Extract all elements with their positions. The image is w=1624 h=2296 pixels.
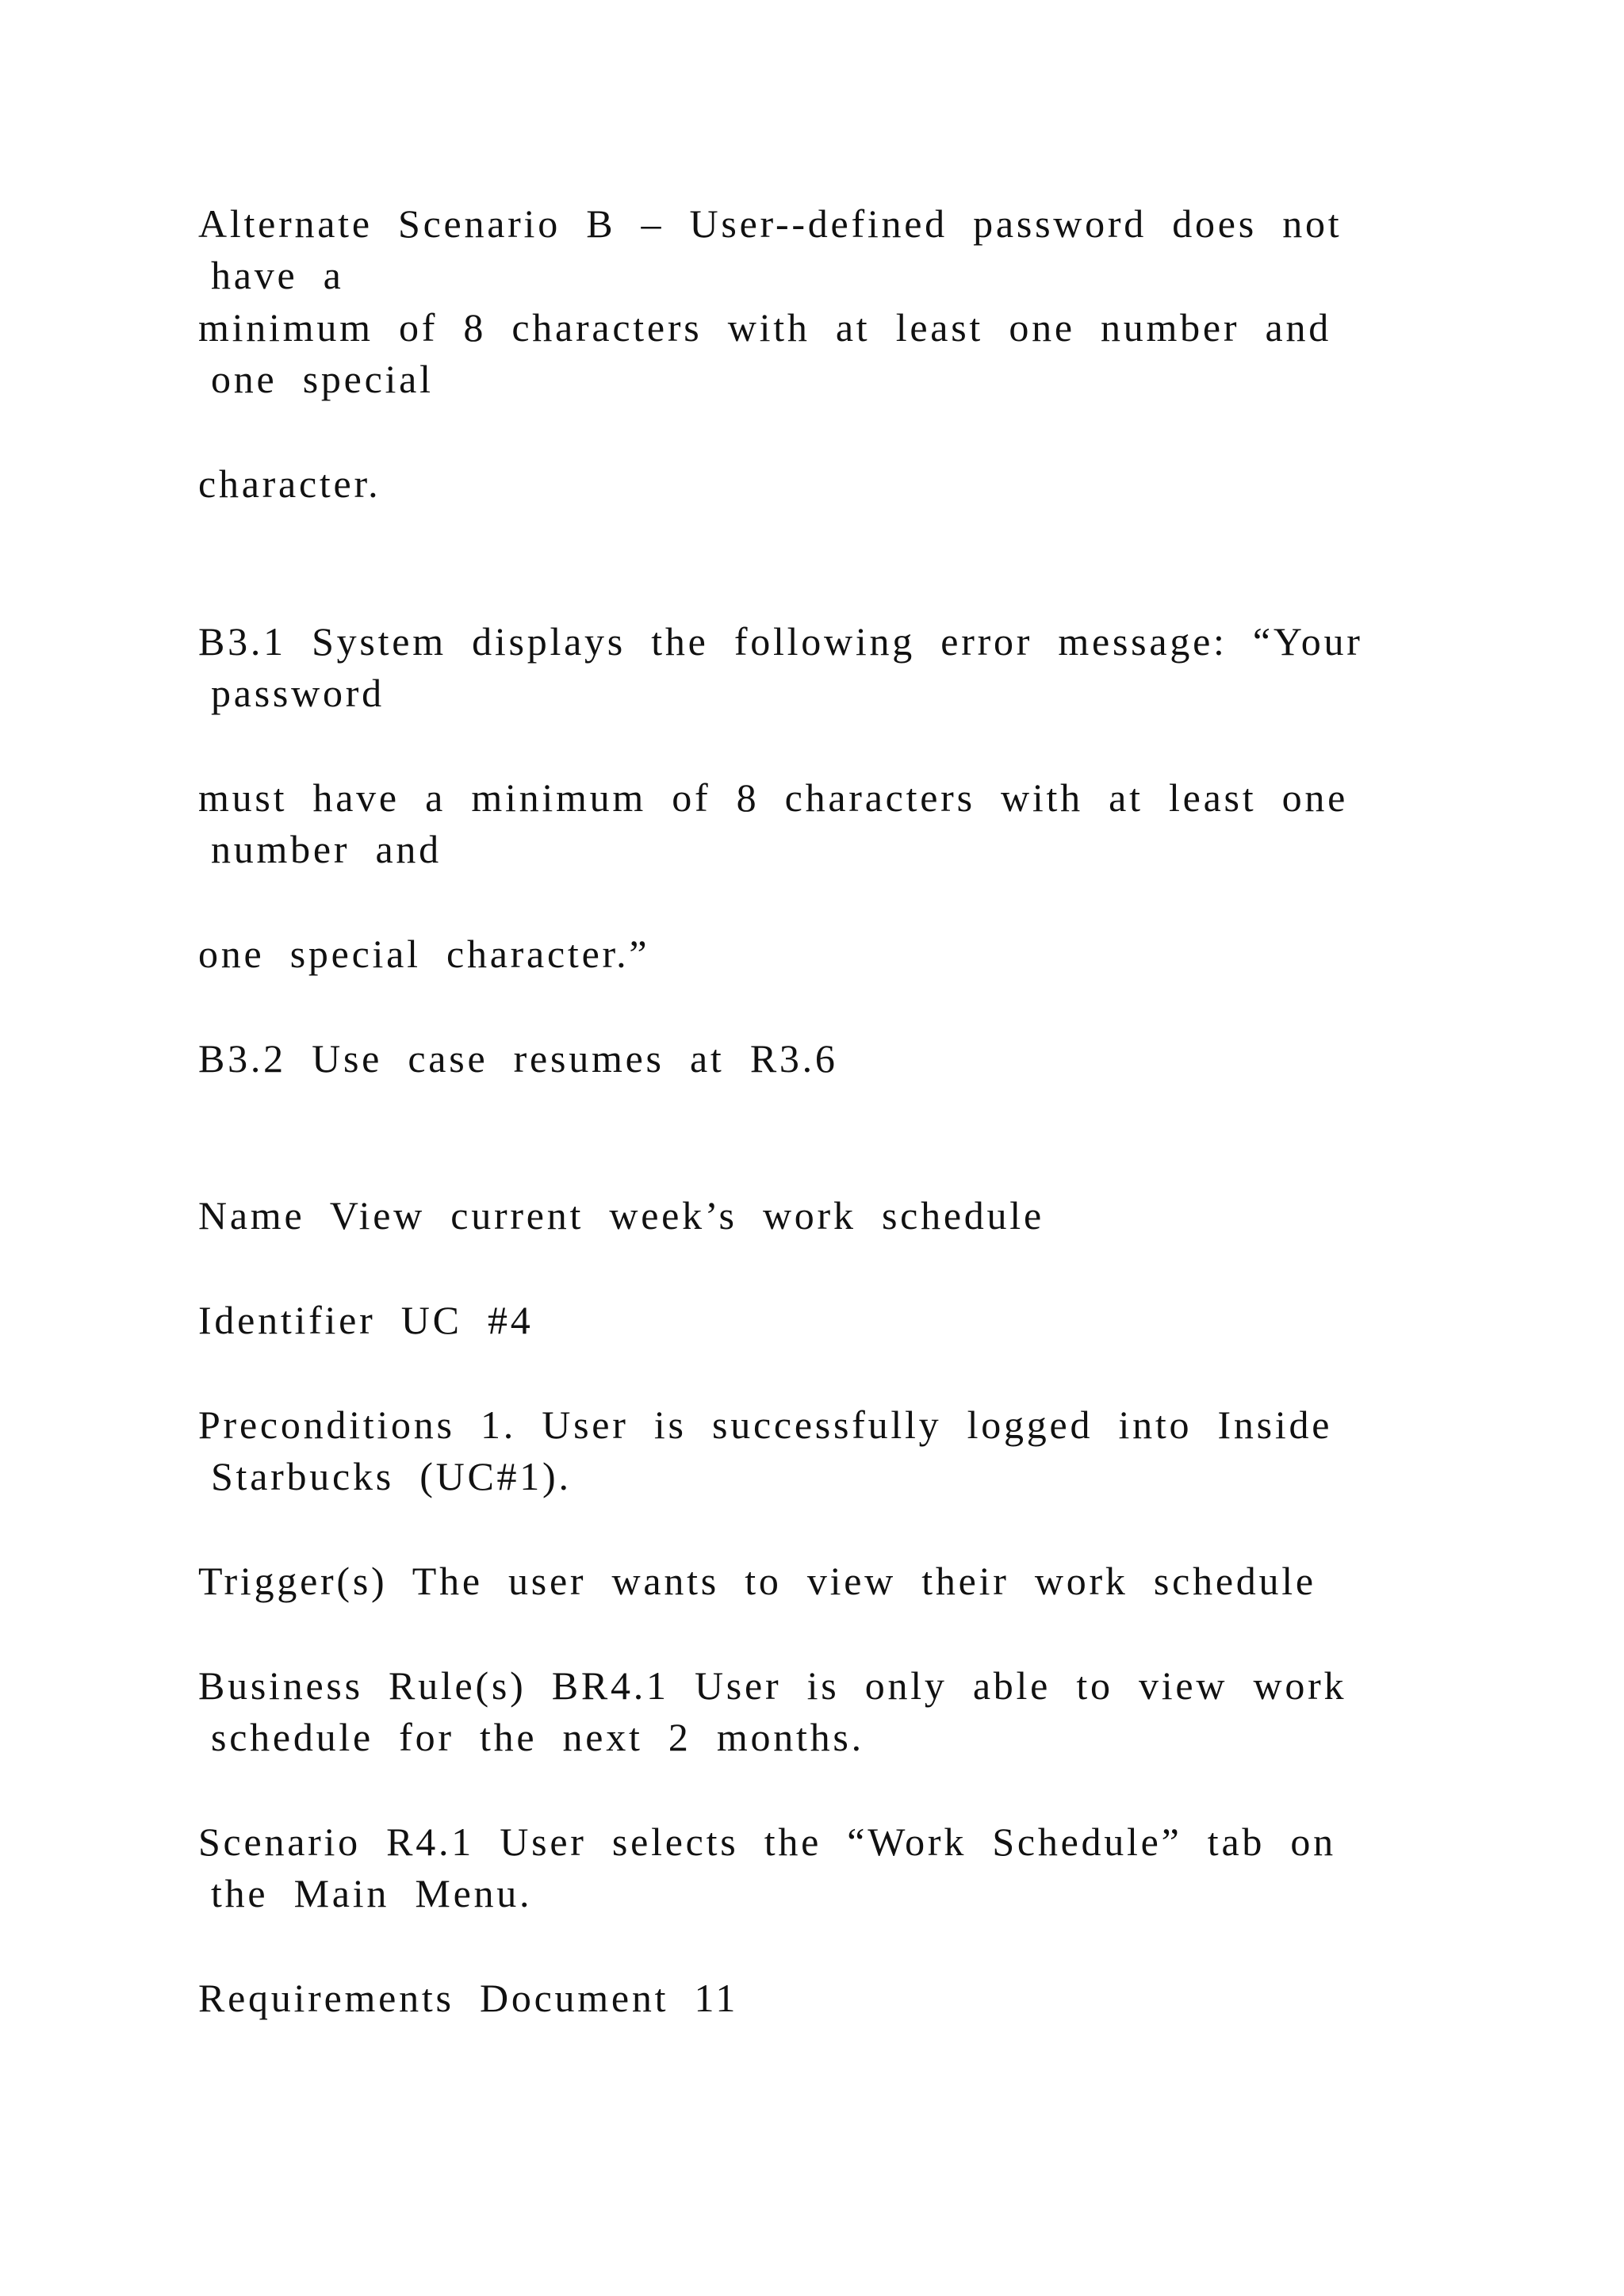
text-line: have a — [211, 253, 344, 297]
text-line: one special — [211, 357, 434, 401]
text-line: Preconditions 1. User is successfully logged into Inside — [198, 1402, 1333, 1447]
text-line: Alternate Scenario B – User--defined password does not — [198, 201, 1342, 246]
text-line: B3.2 Use case resumes at R3.6 — [198, 1036, 838, 1081]
text-line: number and — [211, 827, 442, 871]
text-line: Identifier UC #4 — [198, 1298, 534, 1342]
text-line: minimum of 8 characters with at least one number and — [198, 305, 1331, 350]
text-line: B3.1 System displays the following error message: “Your — [198, 619, 1363, 664]
text-line: must have a minimum of 8 characters with at least one — [198, 775, 1349, 820]
text-line: Business Rule(s) BR4.1 User is only able to view work — [198, 1663, 1347, 1708]
page-footer: Requirements Document 11 — [198, 1976, 739, 2020]
text-line: Scenario R4.1 User selects the “Work Schedule” tab on — [198, 1820, 1336, 1864]
text-line: one special character.” — [198, 932, 650, 976]
text-line: Trigger(s) The user wants to view their work schedule — [198, 1559, 1316, 1603]
text-line: schedule for the next 2 months. — [211, 1715, 864, 1759]
text-line: character. — [198, 461, 381, 506]
text-line: Starbucks (UC#1). — [211, 1454, 572, 1498]
text-line: password — [211, 671, 385, 715]
text-line: the Main Menu. — [211, 1871, 533, 1915]
text-line: Name View current week’s work schedule — [198, 1193, 1044, 1238]
